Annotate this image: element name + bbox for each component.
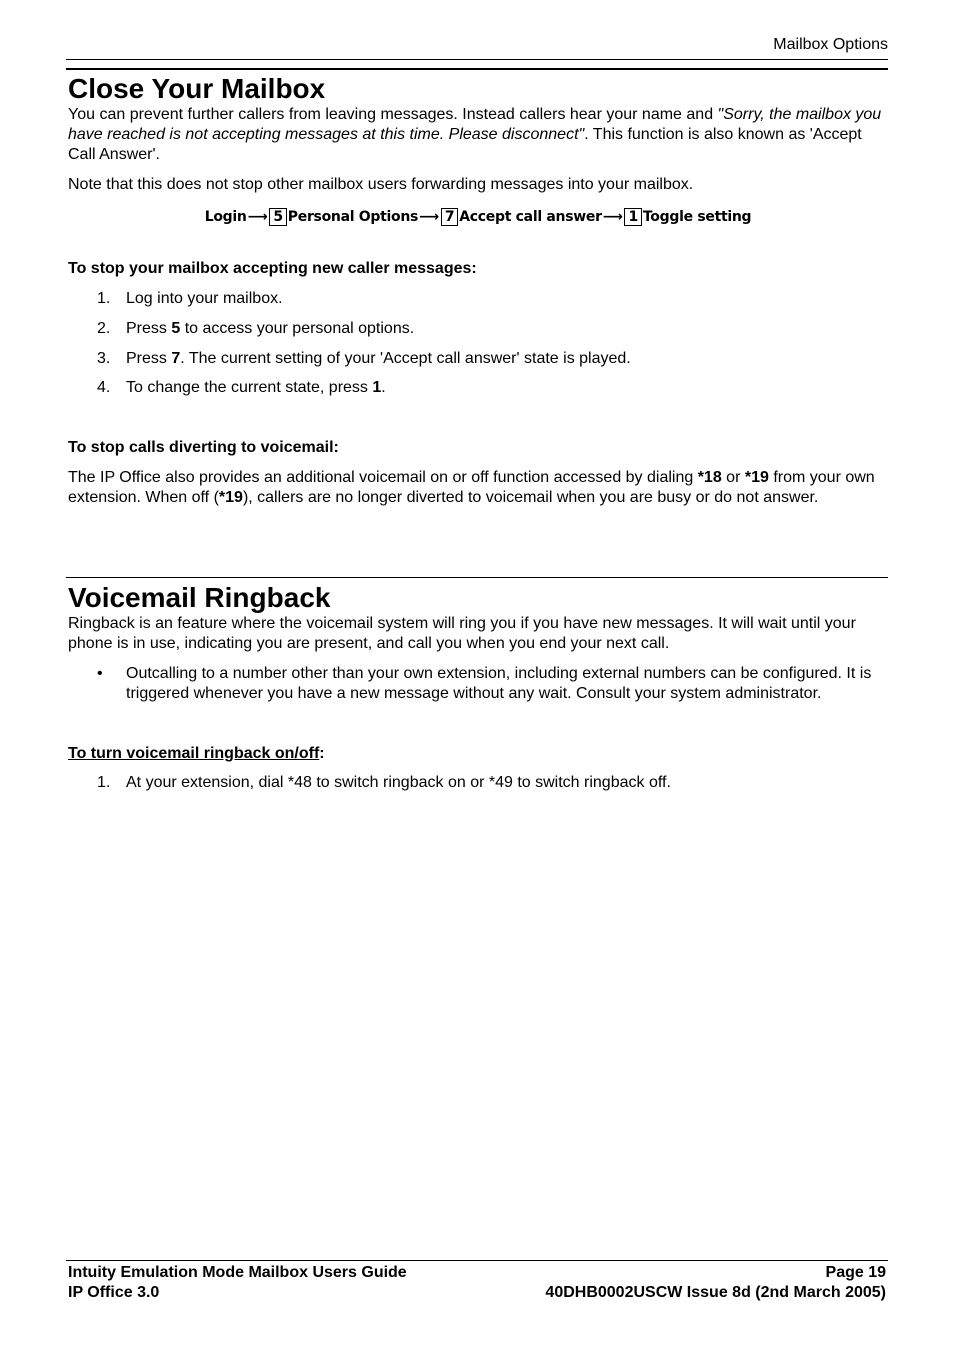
- step-text: Press: [126, 350, 172, 367]
- divert-text: from your own extension. When off (: [68, 469, 875, 506]
- key-5: 5: [269, 208, 286, 226]
- ringback-toggle-heading-text: To turn voicemail ringback on/off: [68, 745, 320, 762]
- menu-path-login: Login: [204, 209, 247, 225]
- step-text: To change the current state, press: [126, 379, 373, 396]
- list-item: [68, 773, 888, 793]
- step-text: At your extension, dial *48 to switch ringback on or *49 to switch ringback off.: [126, 774, 671, 791]
- footer-product: IP Office 3.0: [68, 1284, 160, 1301]
- close-mailbox-heading: Close Your Mailbox: [68, 73, 326, 104]
- stop-new-messages-heading: To stop your mailbox accepting new caller messages:: [68, 260, 477, 277]
- step-number: 4.: [97, 379, 111, 396]
- right-arrow-icon: ⟶: [247, 209, 268, 225]
- close-mailbox-intro: [68, 105, 888, 165]
- ringback-heading: Voicemail Ringback: [68, 582, 331, 613]
- ringback-bullets: [68, 664, 888, 704]
- menu-path: [68, 205, 888, 229]
- divert-text: The IP Office also provides an additional voicemail on or off function accessed by dialing: [68, 469, 698, 486]
- menu-path-accept-call-answer: Accept call answer: [459, 209, 602, 225]
- ringback-intro: Ringback is an feature where the voicemail system will ring you if you have new messages. It will wait until your phone is in use, indicating you are present, and call you when you end your next call.: [68, 615, 856, 652]
- heading-colon: :: [319, 745, 325, 762]
- step-text: to access your personal options.: [180, 320, 415, 337]
- header-rule-thick: [66, 68, 888, 70]
- list-item: [68, 349, 888, 369]
- ringback-steps-list: [68, 773, 888, 793]
- step-key: 1: [372, 379, 382, 396]
- stop-new-steps-list: [68, 289, 888, 398]
- footer-rule: [66, 1260, 888, 1261]
- right-arrow-icon: ⟶: [419, 209, 439, 225]
- list-item: [68, 378, 888, 398]
- step-number: 1.: [97, 290, 111, 307]
- list-item: [68, 289, 888, 309]
- stop-divert-text: [68, 468, 888, 508]
- bullet-icon: •: [97, 665, 103, 682]
- close-mailbox-note: Note that this does not stop other mailbox users forwarding messages into your mailbox.: [68, 176, 694, 193]
- section-divider: [66, 577, 888, 578]
- key-7: 7: [441, 208, 458, 226]
- bullet-text: Outcalling to a number other than your own extension, including external numbers can be configured. It is triggered whenever you have a new message without any wait. Consult your system administrator.: [126, 665, 872, 702]
- step-text: . The current setting of your 'Accept call answer' state is played.: [180, 350, 631, 367]
- ringback-section: [68, 582, 888, 793]
- header-section-title: Mailbox Options: [773, 36, 888, 53]
- step-text: Log into your mailbox.: [126, 290, 283, 307]
- step-number: 2.: [97, 320, 111, 337]
- menu-path-toggle-setting: Toggle setting: [642, 209, 752, 225]
- page-footer: [68, 1263, 886, 1303]
- divert-code: *19: [744, 469, 769, 486]
- step-number: 3.: [97, 350, 111, 367]
- intro-text: You can prevent further callers from leaving messages. Instead callers hear your name and: [68, 106, 718, 123]
- divert-text: ), callers are no longer diverted to voicemail when you are busy or do not answer.: [242, 489, 819, 506]
- menu-path-personal-options: Personal Options: [287, 209, 419, 225]
- footer-doc-id: 40DHB0002USCW Issue 8d (2nd March 2005): [545, 1284, 886, 1301]
- footer-guide-title: Intuity Emulation Mode Mailbox Users Guide: [68, 1264, 407, 1281]
- step-key: 7: [171, 350, 181, 367]
- ringback-toggle-heading: [68, 744, 888, 764]
- divert-code: *18: [697, 469, 722, 486]
- step-key: 5: [171, 320, 181, 337]
- intro-text-end: . This function is also known as 'Accept Call Answer'.: [68, 126, 862, 163]
- right-arrow-icon: ⟶: [602, 209, 623, 225]
- footer-page-number: Page 19: [825, 1264, 886, 1281]
- list-item: [68, 664, 888, 704]
- divert-text: or: [721, 469, 745, 486]
- list-item: [68, 319, 888, 339]
- intro-quote: "Sorry, the mailbox you have reached is not accepting messages at this time. Please disconnect": [68, 106, 882, 143]
- divert-code: *19: [218, 489, 243, 506]
- close-mailbox-section: [68, 73, 888, 508]
- step-number: 1.: [97, 774, 111, 791]
- step-text: Press: [126, 320, 172, 337]
- header-rule-thin: [66, 59, 888, 60]
- step-text: .: [381, 379, 386, 396]
- key-1: 1: [624, 208, 641, 226]
- stop-divert-heading: To stop calls diverting to voicemail:: [68, 439, 339, 456]
